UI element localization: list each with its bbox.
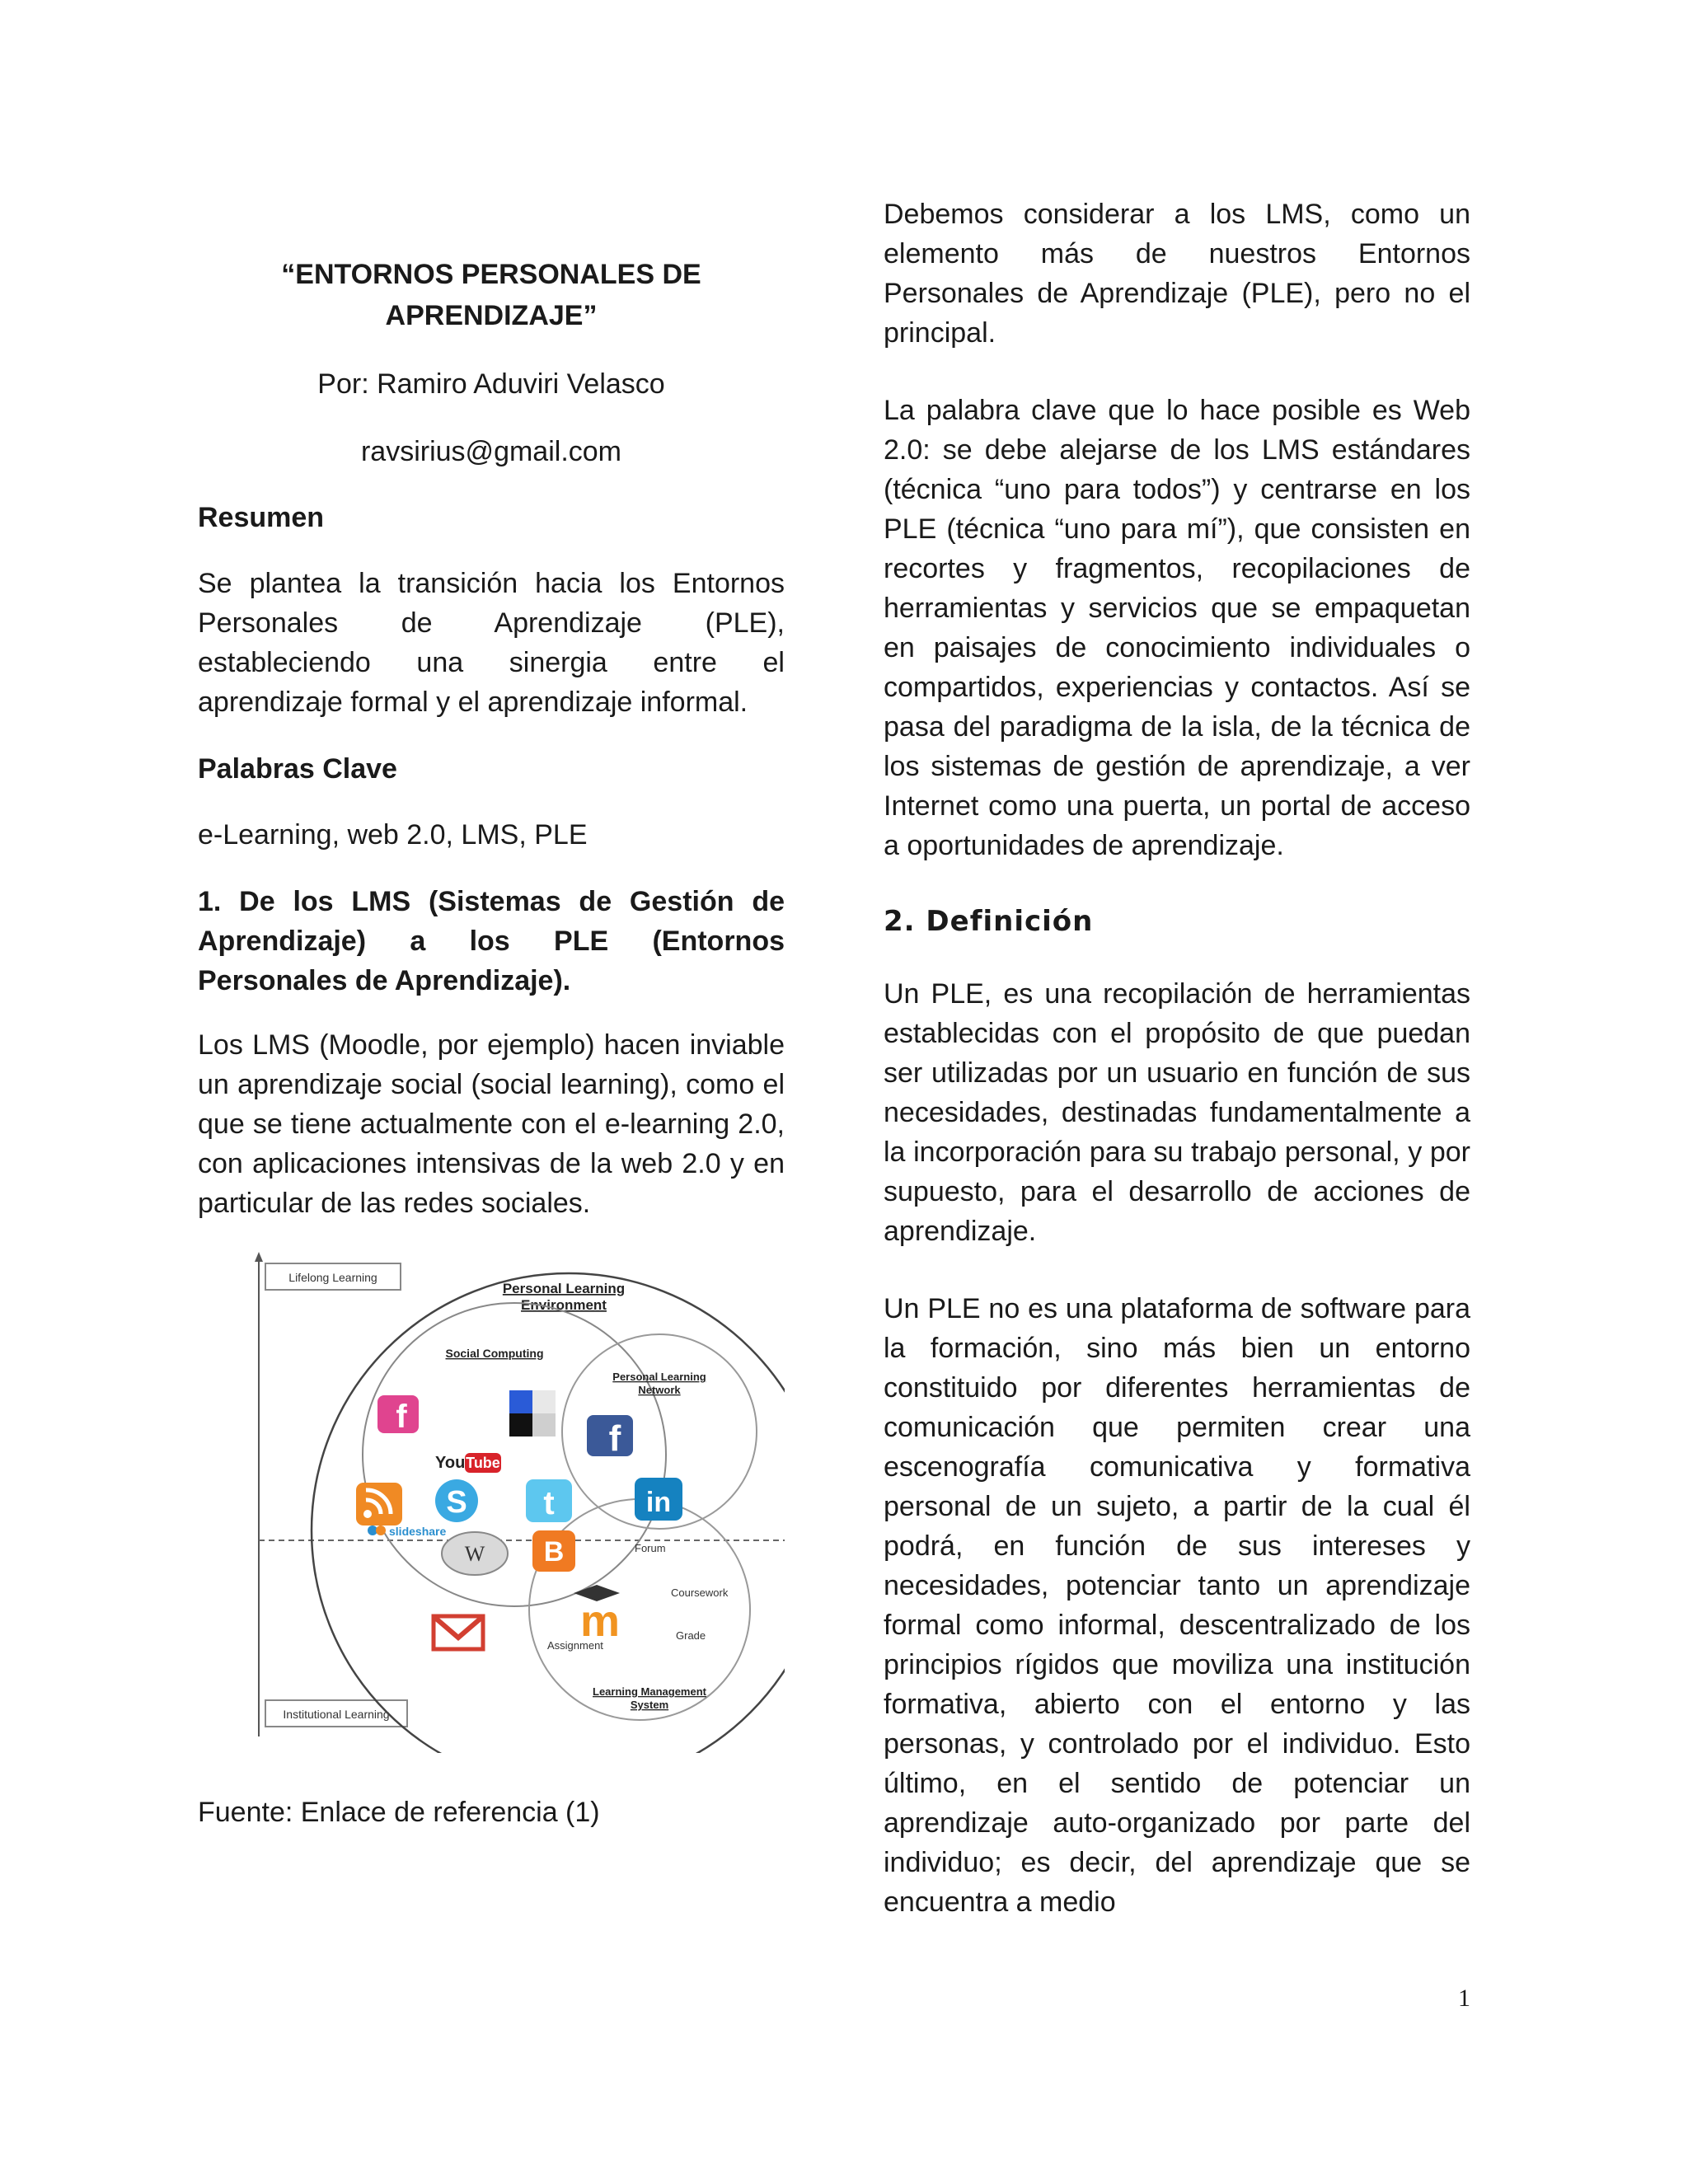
svg-text:in: in [645,1487,672,1518]
email: ravsirius@gmail.com [360,436,621,467]
youtube-icon [435,1453,501,1473]
institutional-label: Institutional Learning [283,1708,390,1721]
title-line-1: “ENTORNOS PERSONALES DE [281,259,701,290]
paper-title [198,254,785,336]
assignment-label: Assignment [547,1639,603,1652]
grade-label: Grade [676,1629,706,1642]
linkedin-icon [635,1478,682,1521]
definition-heading: 2. Definición [884,905,1094,938]
moodle-icon [574,1585,620,1646]
page-number: 1 [1458,1985,1470,2012]
title-line-2: APRENDIZAJE” [385,300,598,331]
facebook-icon [587,1415,633,1459]
pln-label-2: Network [638,1384,681,1396]
svg-text:m: m [579,1596,621,1646]
svg-text:Tube: Tube [466,1455,500,1471]
definition-paragraph-1: Un PLE, es una recopilación de herramientas establecidas con el propósito de que puedan ser utilizadas por un usuario en función de sus necesidades, destinadas fundamentalmente a la incorporación para su trabajo personal, y por supuesto, para el desarrollo de acciones de aprendizaje. [884,978,1470,1247]
pln-label-1: Personal Learning [612,1371,706,1383]
lifelong-label: Lifelong Learning [288,1271,377,1284]
svg-text:f: f [608,1418,621,1459]
lms-label-2: System [630,1699,669,1711]
skype-icon [435,1479,478,1522]
ple-title-2: Environment [521,1297,607,1313]
left-column [198,198,785,1832]
svg-text:f: f [396,1399,407,1435]
twitter-icon [526,1479,572,1522]
lms-label-1: Learning Management [593,1685,706,1698]
forum-label: Forum [635,1542,666,1554]
svg-text:B: B [543,1536,565,1568]
ple-diagram-figure [198,1250,785,1753]
svg-text:You: You [435,1454,466,1472]
keywords-heading: Palabras Clave [198,753,397,785]
social-label: Social Computing [445,1347,544,1360]
delicious-icon [509,1390,556,1436]
svg-text:W: W [464,1542,485,1566]
facebook-icon [377,1395,419,1435]
right-paragraph-2: La palabra clave que lo hace posible es Web 2.0: se debe alejarse de los LMS estándares (técnica “uno para todos”) y centrarse en los PLE (técnica “uno para mí”), que consisten en recortes y fragmentos, recopilaciones de herramientas y servicios que se empaquetan en paisajes de conocimiento individuales o compartidos, experiencias y contactos. Así se pasa del paradigma de la isla, de la técnica de los sistemas de gestión de aprendizaje, a ver Internet como una puerta, un portal de acceso a oportunidades de aprendizaje. [884,395,1470,861]
section1-heading: 1. De los LMS (Sistemas de Gestión de Aprendizaje) a los PLE (Entornos Personales de Aprendizaje). [198,886,785,996]
ple-title-1: Personal Learning [502,1281,626,1296]
author: Por: Ramiro Aduviri Velasco [317,368,665,400]
slideshare-icon [368,1525,446,1538]
section1-paragraph: Los LMS (Moodle, por ejemplo) hacen inviable un aprendizaje social (social learning), como el que se tiene actualmente con el e-learning 2.0, con aplicaciones intensivas de la web 2.0 y en particular de las redes sociales. [198,1029,785,1219]
right-column [884,194,1470,1949]
figure-caption: Fuente: Enlace de referencia (1) [198,1797,600,1828]
gmail-icon [434,1616,483,1649]
rss-icon [356,1483,402,1526]
keywords-text: e-Learning, web 2.0, LMS, PLE [198,819,588,851]
definition-paragraph-2: Un PLE no es una plataforma de software para la formación, sino más bien un entorno constituido por diferentes herramientas de comunicación que permiten crear una escenografía comunicativa y formativa personal de un sujeto, a partir de la cual él podrá, en función de sus intereses y necesidades, potenciar tanto un aprendizaje formal como informal, descentralizado de los principios rígidos que moviliza una institución formativa, abierto con el entorno y las personas, y controlado por el individuo. Esto último, en el sentido de potenciar un aprendizaje auto-organizado por parte del individuo; es decir, del aprendizaje que se encuentra a medio [884,1293,1470,1918]
svg-text:S: S [446,1485,467,1520]
svg-text:t: t [543,1485,555,1521]
resumen-text: Se plantea la transición hacia los Entornos Personales de Aprendizaje (PLE), estableciendo una sinergia entre el aprendizaje formal y el aprendizaje informal. [198,568,785,718]
wikipedia-icon [442,1532,508,1575]
svg-text:slideshare: slideshare [389,1525,447,1538]
resumen-heading: Resumen [198,502,325,533]
blogger-icon [532,1530,575,1572]
coursework-label: Coursework [671,1586,729,1599]
ple-diagram [198,1250,785,1753]
right-paragraph-1: Debemos considerar a los LMS, como un elemento más de nuestros Entornos Personales de Aprendizaje (PLE), pero no el principal. [884,199,1470,349]
axis-arrow [255,1252,263,1262]
